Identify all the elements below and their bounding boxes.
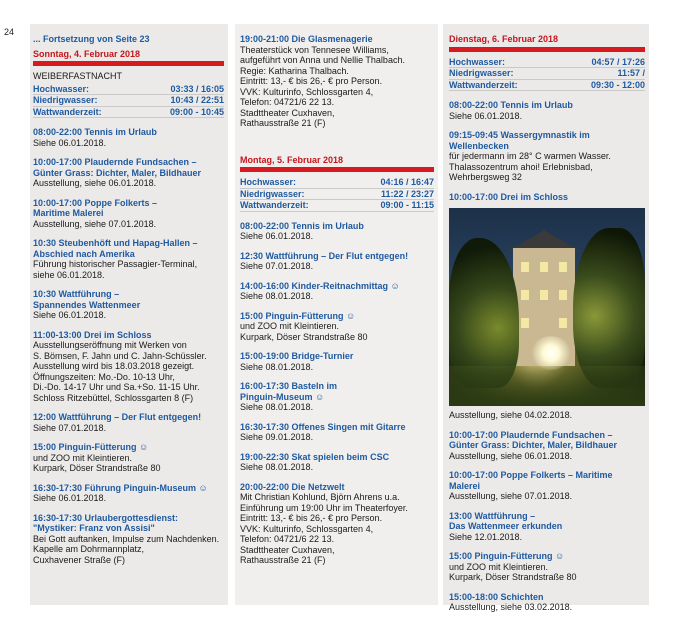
- event-title: 08:00-22:00 Tennis im Urlaub: [33, 127, 157, 137]
- event-title: 10:00-17:00 Plaudernde Fundsachen – Günter Grass: Dichter, Maler, Bildhauer: [449, 429, 618, 450]
- day-header: Dienstag, 6. Februar 2018: [449, 34, 559, 44]
- event-description: Siehe 06.01.2018.: [33, 137, 107, 148]
- event-item: [33, 198, 224, 230]
- event-title: 09:15-09:45 Wassergymnastik im Wellenbecken: [449, 130, 590, 151]
- event-item: [33, 330, 224, 404]
- event-item: [449, 551, 645, 583]
- tide-row: [33, 95, 224, 107]
- event-item: [449, 511, 645, 543]
- event-item: [240, 452, 434, 473]
- event-title: 15:00 Pinguin-Fütterung ☺: [449, 551, 565, 561]
- event-title: 19:00-22:30 Skat spielen beim CSC: [240, 451, 390, 462]
- event-description: Siehe 09.01.2018.: [240, 432, 314, 442]
- tide-value: 11:22 / 23:27: [349, 188, 434, 200]
- event-description: Siehe 07.01.2018.: [240, 261, 314, 271]
- tide-row: [449, 79, 645, 91]
- event-title: 15:00 Pinguin-Fütterung ☺: [240, 310, 356, 321]
- event-item: [33, 412, 224, 433]
- event-description: und ZOO mit Kleintieren. Kurpark, Döser Strandstraße 80: [33, 452, 161, 473]
- continued-note: ... Fortsetzung von Seite 23: [33, 34, 150, 44]
- tide-label: Niedrigwasser:: [240, 188, 349, 200]
- column-sunday: [30, 24, 228, 605]
- column-monday: [235, 24, 438, 605]
- event-description: für jedermann im 28° C warmen Wasser. Thalassozentrum ahoi! Erlebnisbad, Wehrbergsweg 32: [449, 151, 611, 182]
- tide-value: 03:33 / 16:05: [140, 84, 224, 95]
- event-description: Ausstellung, siehe 07.01.2018.: [449, 491, 573, 501]
- event-list: [449, 100, 645, 202]
- event-item: [240, 281, 434, 302]
- event-description: Theaterstück von Tennesee Williams, aufgeführt von Anna und Nellie Thalbach. Regie: Katharina Thalbach. Eintritt: 13,- € bis 26,- € pro Person. VVK: Kulturinfo, Schlossgarten 4, Telefon: 04721/6 22 13. Stadttheater Cuxhaven, Rathausstraße 21 (F): [240, 44, 405, 128]
- tide-value: 11:57 /: [559, 68, 645, 80]
- tide-row: [33, 106, 224, 118]
- photo-light-glow: [531, 336, 571, 370]
- tide-value: 04:16 / 16:47: [349, 177, 434, 188]
- tide-value: 09:00 - 11:15: [349, 200, 434, 212]
- event-title: 15:00-18:00 Schichten: [449, 591, 544, 602]
- event-item: [33, 289, 224, 321]
- event-description: Bei Gott auftanken, Impulse zum Nachdenken. Kapelle am Dohrmannplatz, Cuxhavener Straße (F): [33, 533, 220, 565]
- event-item: [449, 130, 645, 183]
- tide-value: 09:30 - 12:00: [559, 79, 645, 91]
- tide-value: 09:00 - 10:45: [140, 106, 224, 118]
- event-title: 19:00-21:00 Die Glasmenagerie: [240, 34, 373, 44]
- event-description: und ZOO mit Kleintieren. Kurpark, Döser Strandstraße 80: [240, 321, 368, 342]
- event-list: [240, 221, 434, 566]
- event-description: Ausstellung, siehe 06.01.2018.: [33, 178, 157, 188]
- day-header: Montag, 5. Februar 2018: [240, 154, 344, 165]
- event-description: Siehe 08.01.2018.: [240, 291, 314, 301]
- tide-table: [33, 84, 224, 119]
- photo-tree-right: [573, 228, 645, 388]
- event-title: 16:30-17:30 Urlaubergottesdienst: "Mystiker: Franz von Assisi": [33, 512, 179, 533]
- event-item: [240, 422, 434, 443]
- event-title: 10:00-17:00 Poppe Folkerts – Maritime Malerei: [449, 470, 613, 491]
- event-title: 15:00-19:00 Bridge-Turnier: [240, 351, 354, 361]
- day-header-bar: [449, 47, 645, 52]
- event-title: 08:00-22:00 Tennis im Urlaub: [240, 220, 364, 231]
- event-title: 10:00-17:00 Plaudernde Fundsachen – Günter Grass: Dichter, Maler, Bildhauer: [33, 157, 202, 178]
- highlight-text: WEIBERFASTNACHT: [33, 71, 123, 81]
- event-title: 12:30 Wattführung – Der Flut entgegen!: [240, 250, 409, 261]
- event-title: 10:00-17:00 Drei im Schloss: [449, 191, 569, 202]
- event-title: 10:00-17:00 Poppe Folkerts – Maritime Malerei: [33, 197, 158, 218]
- event-item: [240, 311, 434, 343]
- event-item: [240, 482, 434, 566]
- event-title: 12:00 Wattführung – Der Flut entgegen!: [33, 412, 202, 422]
- event-title: 14:00-16:00 Kinder-Reitnachmittag ☺: [240, 280, 400, 291]
- event-description: Siehe 08.01.2018.: [240, 361, 314, 372]
- photo-caption: Ausstellung, siehe 04.02.2018.: [449, 410, 573, 420]
- event-title: 10:30 Wattführung – Spannendes Wattenmeer: [33, 289, 141, 310]
- tide-label: Wattwanderzeit:: [33, 106, 140, 118]
- event-description: Siehe 06.01.2018.: [240, 231, 314, 241]
- event-item: [449, 470, 645, 502]
- event-item: [33, 483, 224, 504]
- tide-table: [449, 57, 645, 92]
- event-item: [240, 251, 434, 272]
- page-number: 24: [4, 27, 15, 37]
- event-item: [449, 192, 645, 203]
- event-description: Siehe 08.01.2018.: [240, 402, 314, 412]
- event-description: Siehe 07.01.2018.: [33, 422, 107, 433]
- tide-label: Hochwasser:: [240, 177, 349, 188]
- event-description: Siehe 12.01.2018.: [449, 531, 523, 542]
- event-item: [33, 157, 224, 189]
- event-item: [449, 592, 645, 613]
- event-title: 13:00 Wattführung – Das Wattenmeer erkunden: [449, 510, 563, 531]
- event-item: [33, 238, 224, 280]
- photo-lawn: [449, 366, 645, 406]
- event-item: [449, 430, 645, 462]
- event-description: Führung historischer Passagier-Terminal, siehe 06.01.2018.: [33, 259, 198, 280]
- event-description: Siehe 06.01.2018.: [33, 310, 107, 320]
- event-title: 08:00-22:00 Tennis im Urlaub: [449, 100, 573, 110]
- tide-row: [449, 68, 645, 80]
- tide-row: [240, 177, 434, 188]
- event-list: [33, 127, 224, 565]
- day-header-bar: [240, 167, 434, 172]
- event-title: 11:00-13:00 Drei im Schloss: [33, 329, 152, 340]
- day-header-bar: [33, 61, 224, 66]
- tide-label: Hochwasser:: [449, 57, 559, 68]
- tide-label: Niedrigwasser:: [33, 95, 140, 107]
- event-description: Mit Christian Kohlund, Björn Ahrens u.a. Einführung um 19:00 Uhr im Theaterfoyer. Eintritt: 13,- € bis 26,- € pro Person. VVK: Kulturinfo, Schlossgarten 4, Telefon: 04721/6 22 13. Stadttheater Cuxhaven, Rathausstraße 21 (F): [240, 492, 408, 565]
- tide-row: [449, 57, 645, 68]
- tide-label: Niedrigwasser:: [449, 68, 559, 80]
- event-title: 15:00 Pinguin-Fütterung ☺: [33, 442, 149, 452]
- tide-value: 04:57 / 17:26: [559, 57, 645, 68]
- column-tuesday: [443, 24, 649, 612]
- event-title: 16:30-17:30 Offenes Singen mit Gitarre: [240, 421, 406, 432]
- event-description: Siehe 08.01.2018.: [240, 462, 314, 472]
- event-item: [33, 513, 224, 566]
- event-item: [240, 221, 434, 242]
- event-item: [240, 381, 434, 413]
- event-description: und ZOO mit Kleintieren. Kurpark, Döser Strandstraße 80: [449, 561, 577, 582]
- event-list: [449, 430, 645, 613]
- day-header: Sonntag, 4. Februar 2018: [33, 48, 141, 59]
- tide-row: [240, 200, 434, 212]
- event-item: [240, 34, 434, 129]
- event-item: [33, 127, 224, 148]
- tide-label: Wattwanderzeit:: [240, 200, 349, 212]
- event-description: Ausstellungseröffnung mit Werken von S. Bömsen, F. Jahn und C. Jahn-Schüssler. Ausstellung wird bis 18.03.2018 gezeigt. Öffnungszeiten: Mo.-Do. 10-13 Uhr, Di.-Do. 14-17 Uhr und Sa.+So. 11-15 Uhr. Schloss Ritzebüttel, Schlossgarten 8 (F): [33, 340, 207, 403]
- event-description: Siehe 06.01.2018.: [449, 110, 523, 121]
- event-description: Siehe 06.01.2018.: [33, 493, 107, 503]
- tide-label: Wattwanderzeit:: [449, 79, 559, 91]
- event-description: Ausstellung, siehe 07.01.2018.: [33, 218, 157, 229]
- tide-label: Hochwasser:: [33, 84, 140, 95]
- event-description: Ausstellung, siehe 03.02.2018.: [449, 602, 573, 612]
- event-description: Ausstellung, siehe 06.01.2018.: [449, 450, 573, 461]
- event-title: 16:30-17:30 Führung Pinguin-Museum ☺: [33, 482, 208, 493]
- tide-table: [240, 177, 434, 212]
- event-item: [449, 100, 645, 121]
- tide-row: [240, 188, 434, 200]
- event-item: [240, 351, 434, 372]
- event-title: 10:30 Steubenhöft und Hapag-Hallen – Abschied nach Amerika: [33, 238, 198, 259]
- event-title: 16:00-17:30 Basteln im Pinguin-Museum ☺: [240, 381, 338, 402]
- tide-value: 10:43 / 22:51: [140, 95, 224, 107]
- event-item: [33, 442, 224, 474]
- event-title: 20:00-22:00 Die Netzwelt: [240, 481, 345, 492]
- tide-row: [33, 84, 224, 95]
- castle-photo: [449, 208, 645, 406]
